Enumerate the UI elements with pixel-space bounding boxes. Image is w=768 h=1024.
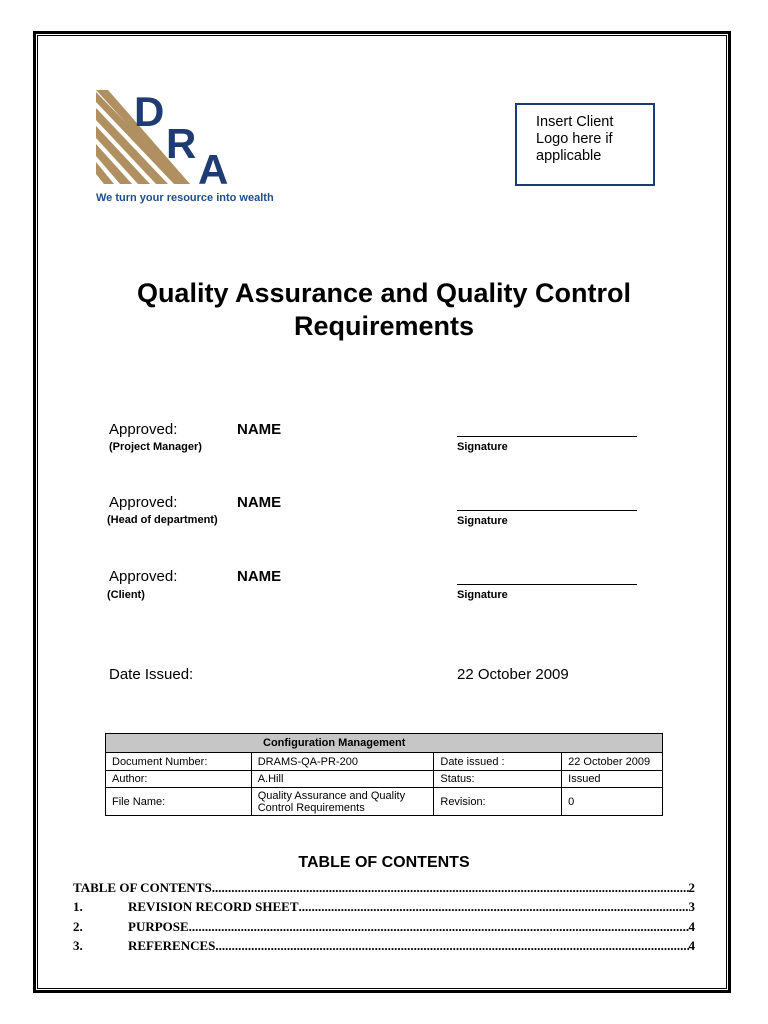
toc-heading: TABLE OF CONTENTS [298, 854, 470, 871]
toc-entry[interactable] [73, 938, 695, 957]
signature-line [457, 584, 637, 585]
document-title: Quality Assurance and Quality Control Requirements [136, 278, 632, 341]
toc-leader-dots [215, 938, 688, 954]
table-cell: 22 October 2009 [562, 753, 663, 771]
table-row [106, 753, 663, 771]
logo-letter-d: D [134, 88, 165, 135]
table-cell: Issued [562, 771, 663, 788]
table-cell: Author: [106, 771, 252, 788]
toc-leader-dots [299, 899, 689, 915]
client-logo-placeholder-text: Insert Client Logo here if applicable [536, 114, 614, 164]
toc-entry-title[interactable]: REVISION RECORD SHEET [128, 899, 299, 915]
signature-label: Signature [457, 515, 508, 527]
table-cell: DRAMS-QA-PR-200 [251, 753, 434, 771]
signature-line [457, 436, 637, 437]
approval-label: Approved: [109, 421, 178, 438]
toc-entry-page: 4 [688, 918, 695, 934]
toc-entry-number: 1. [73, 899, 83, 915]
table-cell: 0 [562, 788, 663, 816]
toc-entry-number: 2. [73, 918, 83, 934]
toc-entry[interactable] [73, 880, 695, 899]
signature-label: Signature [457, 441, 508, 453]
toc-entry-number: 3. [73, 937, 83, 953]
table-cell: Date issued : [434, 753, 562, 771]
logo-letter-a: A [198, 146, 229, 186]
toc-entry-title[interactable]: PURPOSE [128, 918, 189, 934]
approver-name: NAME [237, 421, 282, 438]
toc-entry[interactable] [73, 899, 695, 918]
approval-label: Approved: [109, 568, 178, 585]
approver-role: (Head of department) [107, 514, 218, 526]
config-table-heading: Configuration Management [106, 734, 663, 753]
table-cell: Revision: [434, 788, 562, 816]
signature-line [457, 510, 637, 511]
approver-name: NAME [237, 494, 282, 511]
approver-role: (Project Manager) [109, 441, 202, 453]
toc-leader-dots [212, 880, 689, 896]
table-cell: A.Hill [251, 771, 434, 788]
logo-tagline: We turn your resource into wealth [96, 192, 274, 204]
logo-letter-r: R [166, 120, 197, 167]
toc-entry-title[interactable]: TABLE OF CONTENTS [73, 880, 212, 895]
toc-entry[interactable] [73, 919, 695, 938]
approver-role: (Client) [107, 589, 145, 601]
date-issued-label: Date Issued: [109, 666, 194, 683]
table-of-contents [73, 880, 695, 957]
table-row [106, 788, 663, 816]
toc-entry-page: 4 [688, 937, 695, 953]
configuration-management-table [105, 733, 663, 816]
table-row [106, 771, 663, 788]
table-cell: Status: [434, 771, 562, 788]
toc-entry-title[interactable]: REFERENCES [128, 937, 216, 953]
dra-logo [94, 88, 244, 186]
client-logo-placeholder [515, 103, 655, 186]
toc-leader-dots [189, 919, 689, 935]
approval-label: Approved: [109, 494, 178, 511]
table-cell: Quality Assurance and Quality Control Requirements [251, 788, 434, 816]
date-issued-value: 22 October 2009 [457, 666, 569, 683]
table-cell: Document Number: [106, 753, 252, 771]
signature-label: Signature [457, 589, 508, 601]
approver-name: NAME [237, 568, 282, 585]
toc-entry-page: 2 [688, 880, 695, 895]
toc-entry-page: 3 [688, 899, 695, 915]
table-cell: File Name: [106, 788, 252, 816]
